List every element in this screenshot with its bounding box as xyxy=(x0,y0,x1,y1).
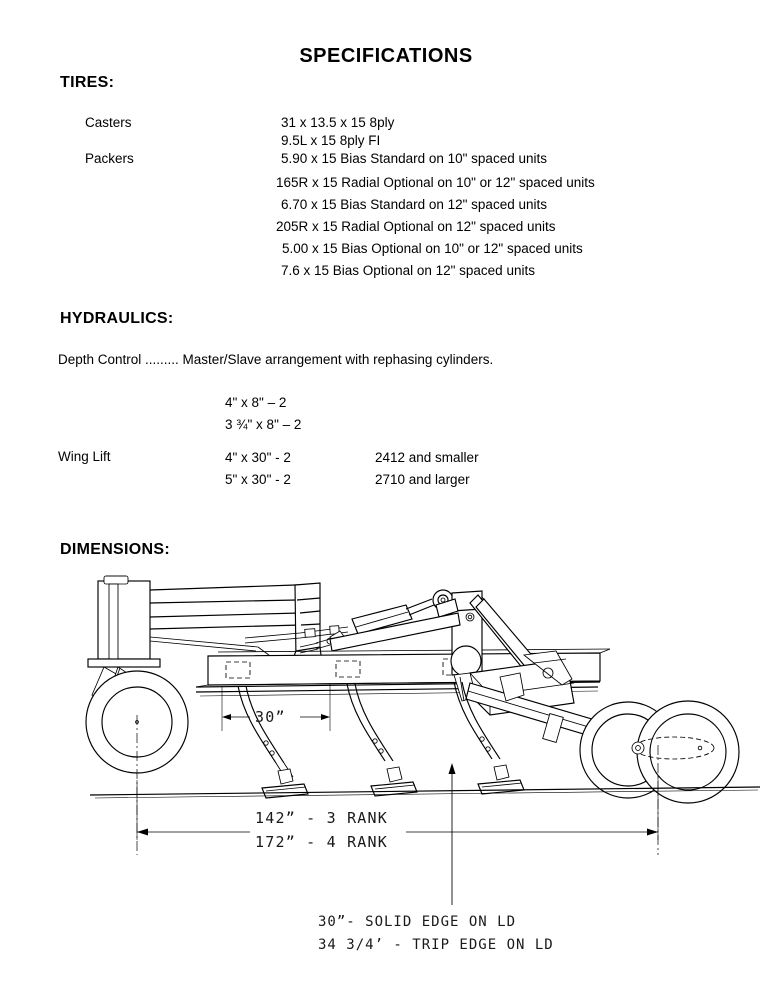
page-title: SPECIFICATIONS xyxy=(299,45,473,67)
casters-value: 31 x 13.5 x 15 8ply xyxy=(281,115,395,130)
row-label-packers: Packers xyxy=(85,151,134,166)
section-heading-hydraulics: HYDRAULICS: xyxy=(60,310,174,327)
depth-control-line: Depth Control ......... Master/Slave arrangement with rephasing cylinders. xyxy=(58,352,494,367)
casters-value: 9.5L x 15 8ply FI xyxy=(281,133,381,148)
depth-cylinder-value: 3 ¾" x 8" – 2 xyxy=(225,417,302,432)
overall-dimension-4rank: 172” - 4 RANK xyxy=(255,833,388,851)
section-heading-dimensions: DIMENSIONS: xyxy=(60,541,170,558)
note-leader-line xyxy=(449,763,456,905)
overall-dimension xyxy=(137,809,658,851)
section-heading-tires: TIRES: xyxy=(60,74,115,91)
implement-line-drawing xyxy=(0,555,772,975)
wing-lift-cylinder: 4" x 30" - 2 xyxy=(225,450,291,465)
shank-spacing-label: 30” xyxy=(255,708,286,726)
packers-value: 205R x 15 Radial Optional on 12" spaced units xyxy=(276,219,556,234)
wing-lift-cylinder: 5" x 30" - 2 xyxy=(225,472,291,487)
packers-value: 7.6 x 15 Bias Optional on 12" spaced units xyxy=(281,263,535,278)
packers-value: 5.00 x 15 Bias Optional on 10" or 12" spaced units xyxy=(282,241,583,256)
note-solid-edge: 30”- SOLID EDGE ON LD xyxy=(318,914,517,930)
packers-value: 6.70 x 15 Bias Standard on 12" spaced units xyxy=(281,197,547,212)
wing-lift-applies-to: 2412 and smaller xyxy=(375,450,479,465)
overall-dimension-3rank: 142” - 3 RANK xyxy=(255,809,388,827)
row-label-casters: Casters xyxy=(85,115,132,130)
row-label-wing-lift: Wing Lift xyxy=(58,449,111,464)
wing-lift-applies-to: 2710 and larger xyxy=(375,472,470,487)
packers-value: 165R x 15 Radial Optional on 10" or 12" spaced units xyxy=(276,175,595,190)
packers-value: 5.90 x 15 Bias Standard on 10" spaced units xyxy=(281,151,547,166)
note-trip-edge: 34 3/4’ - TRIP EDGE ON LD xyxy=(318,937,554,953)
depth-cylinder-value: 4" x 8" – 2 xyxy=(225,395,287,410)
